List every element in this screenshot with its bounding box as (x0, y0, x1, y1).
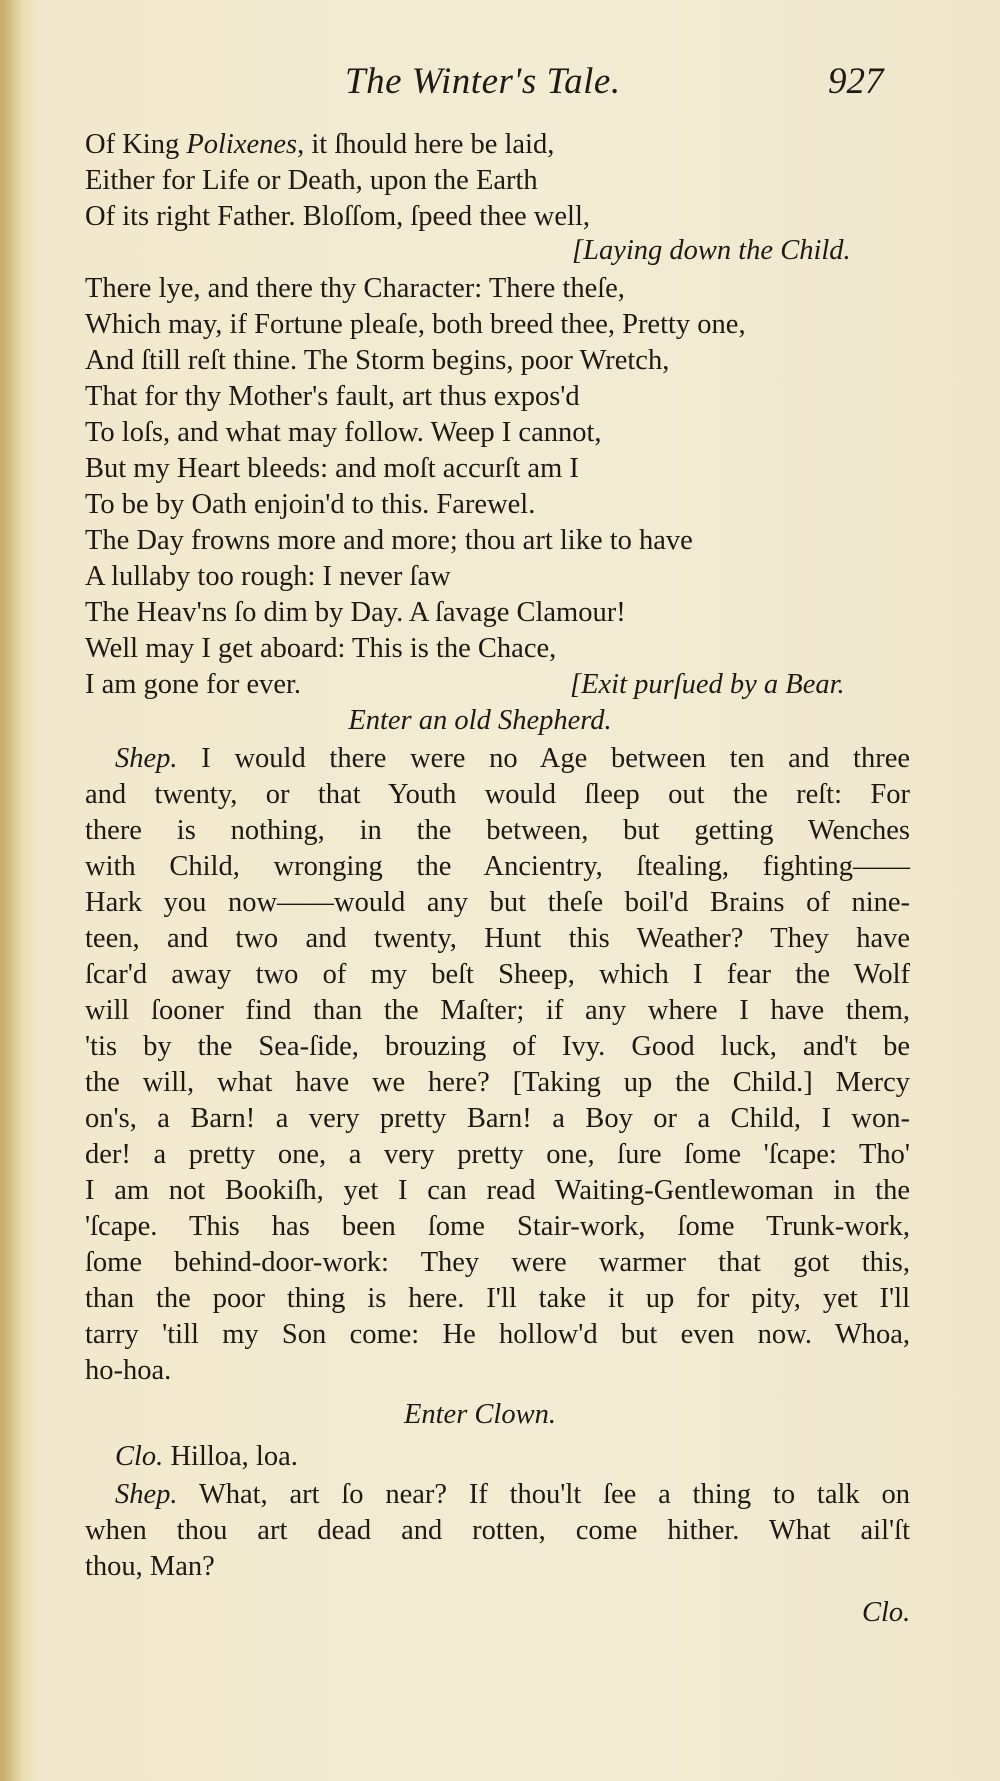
verse-line: I am gone for ever. (85, 669, 302, 700)
speech-line (115, 1440, 298, 1474)
speech-text: Hilloa, loa. (170, 1441, 298, 1472)
verse-line: And ſtill reſt thine. The Storm begins, poor Wretch, (85, 345, 670, 376)
stage-direction: [Exit purſued by a Bear. (570, 669, 845, 700)
prose-line: 'tis by the Sea-ſide, brouzing of Ivy. Good luck, and't be (85, 1031, 910, 1062)
speech-text: I would there were no Age between ten and three (201, 743, 911, 774)
verse-line: A lullaby too rough: I never ſaw (85, 561, 451, 592)
prose-line: with Child, wronging the Ancientry, ſtealing, fighting—— (85, 851, 910, 882)
prose-line: der! a pretty one, a very pretty one, ſure ſome 'ſcape: Tho' (85, 1139, 910, 1170)
prose-line: there is nothing, in the between, but getting Wenches (85, 815, 910, 846)
page-number: 927 (828, 61, 884, 102)
prose-line: ho-hoa. (85, 1355, 172, 1386)
speech-first-line (115, 742, 910, 776)
verse-line: That for thy Mother's fault, art thus expos'd (85, 381, 580, 412)
binding-gutter (0, 0, 22, 1781)
verse-line: But my Heart bleeds: and moſt accurſt am I (85, 453, 579, 484)
speaker-name: Clo. (115, 1441, 164, 1472)
entrance-direction: Enter Clown. (403, 1399, 556, 1430)
verse-line: Either for Life or Death, upon the Earth (85, 165, 538, 196)
speaker-name: Shep. (115, 743, 178, 774)
prose-line: thou, Man? (85, 1551, 215, 1582)
prose-line: than the poor thing is here. I'll take it up for pity, yet I'll (85, 1283, 910, 1314)
prose-line: when thou art dead and rotten, come hither. What ail'ſt (85, 1515, 910, 1546)
stage-direction: [Laying down the Child. (572, 235, 851, 266)
entrance-direction: Enter an old Shepherd. (348, 705, 612, 736)
prose-line: Hark you now——would any but theſe boil'd Brains of nine- (85, 887, 910, 918)
verse-line: To loſs, and what may follow. Weep I cannot, (85, 417, 602, 448)
prose-line: the will, what have we here? [Taking up the Child.] Mercy (85, 1067, 910, 1098)
prose-line: ſcar'd away two of my beſt Sheep, which I fear the Wolf (85, 959, 910, 990)
verse-line: The Heav'ns ſo dim by Day. A ſavage Clamour! (85, 597, 626, 628)
prose-line: on's, a Barn! a very pretty Barn! a Boy or a Child, I won- (85, 1103, 910, 1134)
catchword: Clo. (862, 1597, 911, 1628)
prose-line: 'ſcape. This has been ſome Stair-work, ſome Trunk-work, (85, 1211, 910, 1242)
speech-text: What, art ſo near? If thou'lt ſee a thing to talk on (198, 1479, 910, 1510)
verse-line: There lye, and there thy Character: There theſe, (85, 273, 625, 304)
prose-line: I am not Bookiſh, yet I can read Waiting-Gentlewoman in the (85, 1175, 910, 1206)
verse-line: Which may, if Fortune pleaſe, both breed thee, Pretty one, (85, 309, 746, 340)
running-title: The Winter's Tale. (345, 61, 621, 102)
speech-first-line (115, 1478, 910, 1512)
speaker-name: Shep. (115, 1479, 178, 1510)
verse-line: The Day frowns more and more; thou art like to have (85, 525, 693, 556)
verse-line: Of King Polixenes, it ſhould here be laid, (85, 129, 555, 160)
verse-line: To be by Oath enjoin'd to this. Farewel. (85, 489, 536, 520)
verse-line: Of its right Father. Bloſſom, ſpeed thee well, (85, 201, 590, 232)
prose-line: ſome behind-door-work: They were warmer that got this, (85, 1247, 910, 1278)
prose-line: tarry 'till my Son come: He hollow'd but even now. Whoa, (85, 1319, 910, 1350)
prose-line: and twenty, or that Youth would ſleep out the reſt: For (85, 779, 910, 810)
verse-line: Well may I get aboard: This is the Chace, (85, 633, 557, 664)
prose-line: will ſooner find than the Maſter; if any where I have them, (85, 995, 910, 1026)
prose-line: teen, and two and twenty, Hunt this Weather? They have (85, 923, 910, 954)
